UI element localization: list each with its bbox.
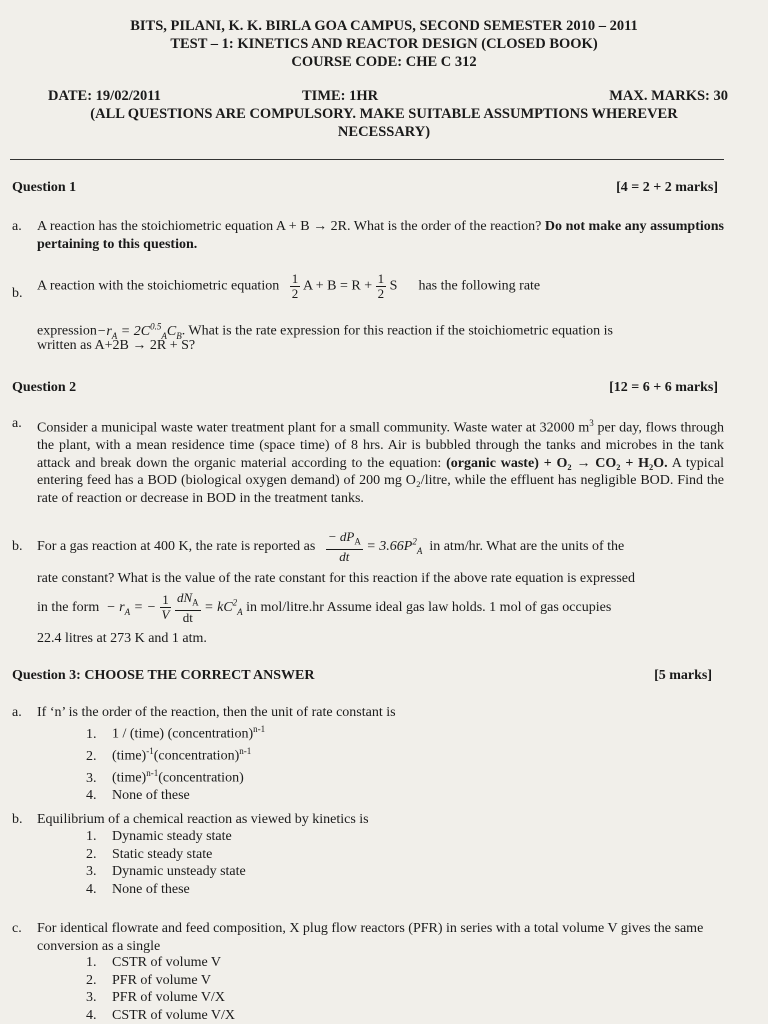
q2-part-b-line3: in the form − $r_A$ = − $\frac{1}{V}$ $\frac{dN_A}{dt}$ = $kC^2_A$ in mol/litre.hr Assume ideal gas law holds. 1 mol of gas occupies	[37, 590, 612, 625]
q3-a-option-1: 1. 1 / (time) (concentration)$^{n-1}$	[86, 724, 266, 742]
q2-a-equation: (organic waste) + O₂ → CO₂ + H₂O.	[446, 455, 668, 471]
q3-part-a: a. If ‘n’ is the order of the reaction, then the unit of rate constant is	[12, 705, 396, 720]
dna-dt-fraction: $\frac{dN_A}{dt}$	[176, 590, 199, 625]
half-fraction: $\frac{1}{2}$	[377, 271, 385, 301]
q1-part-a	[12, 218, 724, 253]
q3-c-options	[86, 954, 235, 1024]
q3-part-c: c. For identical flowrate and feed composition, X plug flow reactors (PFR) in series with a total volume V gives the same conversion as a single	[12, 921, 704, 954]
q2-part-b-line2: rate constant? What is the value of the rate constant for this reaction if the above rate equation is expressed	[37, 571, 636, 586]
q1-a-label: a.	[12, 219, 22, 234]
q3-c-option-4: 4. CSTR of volume V/X	[86, 1007, 236, 1023]
dpa-dt-fraction: $\frac{- dP_A}{dt}$	[327, 529, 361, 564]
half-fraction: $\frac{1}{2}$	[291, 271, 299, 301]
q3-b-option-4: 4. None of these	[86, 881, 190, 897]
q1-a-text: A reaction has the stoichiometric equation A + B → 2R. What is the order of the reaction?	[37, 219, 542, 234]
q3-b-option-2: 2. Static steady state	[86, 846, 213, 862]
q3-a-options	[86, 721, 265, 805]
exam-time: TIME: 1HR	[302, 88, 379, 104]
q1-part-b-line2: $expression-r_A = 2C^{0.5}_AC_B$. What is the rate expression for this reaction if the stoichiometric equation is	[37, 321, 613, 341]
q3-a-option-2: 2. (time)$^{-1}$(concentration)$^{n-1}$	[86, 746, 252, 764]
q3-c-option-2: 2. PFR of volume V	[86, 972, 211, 988]
exam-max-marks: MAX. MARKS: 30	[609, 88, 728, 104]
q3-b-option-1: 1. Dynamic steady state	[86, 829, 232, 844]
q3-c-option-3: 3. PFR of volume V/X	[86, 990, 225, 1005]
q1-b-text2: has the following rate	[418, 278, 541, 294]
instructions-line-1: (ALL QUESTIONS ARE COMPULSORY. MAKE SUITABLE ASSUMPTIONS WHEREVER	[90, 106, 678, 122]
q1-b-eq-end: S	[389, 278, 398, 294]
q3-b-options	[86, 828, 246, 898]
q2-part-b-line4: 22.4 litres at 273 K and 1 atm.	[37, 631, 207, 646]
header-institution: BITS, PILANI, K. K. BIRLA GOA CAMPUS, SECOND SEMESTER 2010 – 2011	[130, 18, 638, 34]
q1-part-b-line3: written as A+2B → 2R + S?	[37, 338, 196, 353]
header-test-title: TEST – 1: KINETICS AND REACTOR DESIGN (CLOSED BOOK)	[170, 36, 598, 52]
q1-marks: [4 = 2 + 2 marks]	[616, 180, 718, 195]
q1-b-eq-mid: A + B = R +	[302, 278, 373, 294]
q3-a-option-3: 3. (time)$^{n-1}$(concentration)	[86, 768, 244, 786]
q1-b-label: b.	[12, 286, 23, 301]
q2-b-label: b.	[12, 539, 23, 554]
header-course-code: COURSE CODE: CHE C 312	[291, 54, 477, 70]
q1-title: Question 1	[12, 180, 77, 195]
q3-part-b: b. Equilibrium of a chemical reaction as viewed by kinetics is	[12, 812, 369, 827]
q1-a-bold-note: Do not make any assumptions pertaining to this question.	[37, 219, 724, 252]
q2-a-label: a.	[12, 416, 22, 431]
q1-part-b	[12, 272, 724, 301]
q2-marks: [12 = 6 + 6 marks]	[609, 380, 718, 395]
q3-a-option-4: 4. None of these	[86, 788, 190, 804]
q3-title: Question 3: CHOOSE THE CORRECT ANSWER	[12, 668, 315, 683]
q1-b-text1: A reaction with the stoichiometric equation	[37, 278, 280, 294]
q3-marks: [5 marks]	[654, 668, 712, 683]
q2-title: Question 2	[12, 380, 77, 395]
header-divider	[10, 159, 724, 160]
q2-part-a: a. Consider a municipal waste water treatment plant for a small community. Waste water at 32000 $m^3$ per day, flows through the plant, with a mean residence time (space time) of 8 hrs. Air is bubbled through the tanks and microbes in the tank attack and break down the organic material according to the equation: (organic waste) + O₂ → CO₂ + H₂O. A typical entering feed has a BOD (biological oxygen demand) of 200 mg O₂/litre, while the effluent has negligible BOD. Find the rate of reaction or decrease in BOD in the treatment tanks.	[12, 416, 725, 506]
q3-c-option-1: 1. CSTR of volume V	[86, 955, 222, 970]
exam-date: DATE: 19/02/2011	[48, 88, 161, 104]
q3-b-option-3: 3. Dynamic unsteady state	[86, 864, 246, 879]
q2-part-b: b. For a gas reaction at 400 K, the rate is reported as $\frac{- dP_A}{dt}$ = $3.66P^2_A$ in atm/hr. What are the units of the	[12, 529, 625, 564]
instructions-line-2: NECESSARY)	[337, 124, 431, 140]
one-over-v-fraction: $\frac{1}{V}$	[161, 592, 170, 623]
